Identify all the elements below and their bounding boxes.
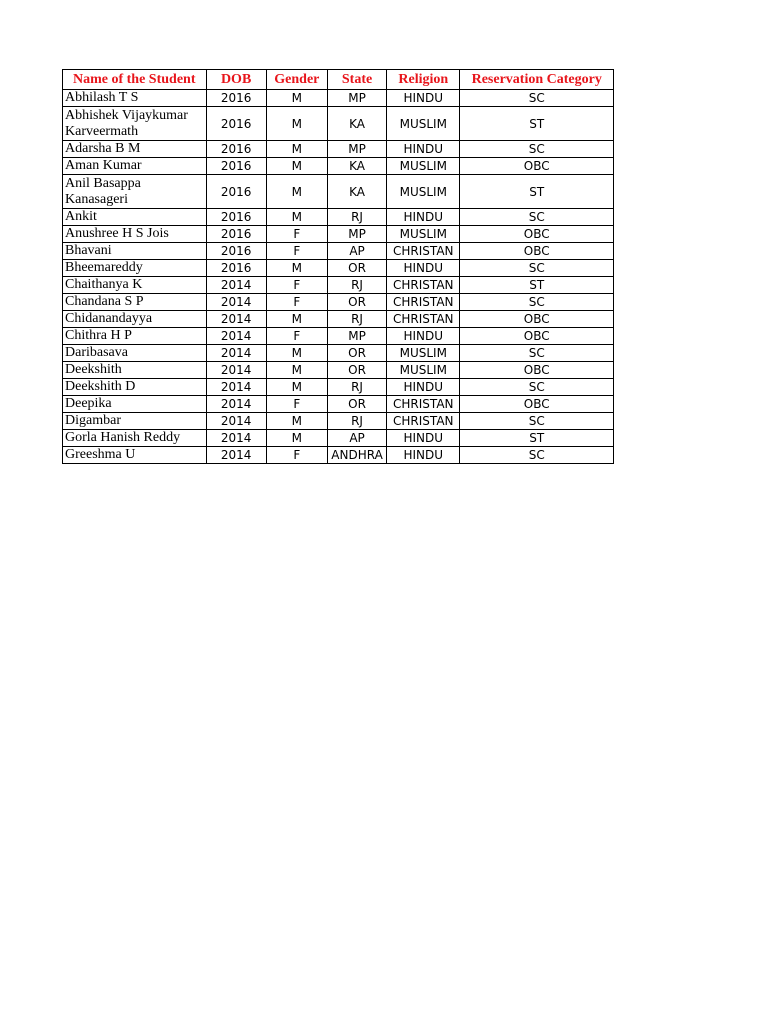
- header-reservation-category[interactable]: Reservation Category: [460, 70, 614, 90]
- cell-state[interactable]: AP: [327, 430, 386, 447]
- cell-name[interactable]: Bhavani: [63, 243, 207, 260]
- cell-religion[interactable]: MUSLIM: [387, 107, 460, 141]
- header-state[interactable]: State: [327, 70, 386, 90]
- cell-religion[interactable]: MUSLIM: [387, 175, 460, 209]
- cell-religion[interactable]: CHRISTAN: [387, 311, 460, 328]
- cell-dob[interactable]: 2014: [206, 362, 266, 379]
- cell-name[interactable]: Aman Kumar: [63, 158, 207, 175]
- cell-dob[interactable]: 2014: [206, 294, 266, 311]
- cell-gender[interactable]: M: [266, 345, 327, 362]
- cell-name[interactable]: Ankit: [63, 209, 207, 226]
- cell-gender[interactable]: M: [266, 311, 327, 328]
- table-row: [63, 345, 614, 362]
- cell-gender[interactable]: M: [266, 379, 327, 396]
- cell-religion[interactable]: HINDU: [387, 141, 460, 158]
- cell-reservation-category[interactable]: OBC: [460, 362, 614, 379]
- table-row: [63, 277, 614, 294]
- cell-religion[interactable]: MUSLIM: [387, 362, 460, 379]
- table-row: [63, 175, 614, 209]
- cell-dob[interactable]: 2014: [206, 328, 266, 345]
- cell-reservation-category[interactable]: OBC: [460, 243, 614, 260]
- cell-name[interactable]: Digambar: [63, 413, 207, 430]
- cell-state[interactable]: KA: [327, 107, 386, 141]
- cell-name[interactable]: Deekshith D: [63, 379, 207, 396]
- cell-state[interactable]: MP: [327, 90, 386, 107]
- table-body: [63, 90, 614, 464]
- cell-reservation-category[interactable]: OBC: [460, 311, 614, 328]
- cell-gender[interactable]: F: [266, 277, 327, 294]
- header-dob[interactable]: DOB: [206, 70, 266, 90]
- cell-gender[interactable]: M: [266, 90, 327, 107]
- cell-state[interactable]: RJ: [327, 311, 386, 328]
- cell-religion[interactable]: CHRISTAN: [387, 277, 460, 294]
- cell-name[interactable]: Anushree H S Jois: [63, 226, 207, 243]
- cell-reservation-category[interactable]: OBC: [460, 158, 614, 175]
- cell-religion[interactable]: MUSLIM: [387, 226, 460, 243]
- cell-state[interactable]: RJ: [327, 277, 386, 294]
- cell-name[interactable]: Chandana S P: [63, 294, 207, 311]
- cell-state[interactable]: RJ: [327, 209, 386, 226]
- cell-religion[interactable]: HINDU: [387, 430, 460, 447]
- cell-gender[interactable]: M: [266, 175, 327, 209]
- cell-religion[interactable]: CHRISTAN: [387, 396, 460, 413]
- cell-gender[interactable]: M: [266, 141, 327, 158]
- cell-name[interactable]: Abhilash T S: [63, 90, 207, 107]
- cell-state[interactable]: AP: [327, 243, 386, 260]
- table-row: [63, 413, 614, 430]
- cell-name[interactable]: Daribasava: [63, 345, 207, 362]
- table-row: [63, 311, 614, 328]
- cell-dob[interactable]: 2016: [206, 90, 266, 107]
- cell-name[interactable]: Bheemareddy: [63, 260, 207, 277]
- cell-state[interactable]: RJ: [327, 379, 386, 396]
- table-row: [63, 379, 614, 396]
- table-row: [63, 396, 614, 413]
- cell-reservation-category[interactable]: SC: [460, 260, 614, 277]
- cell-reservation-category[interactable]: SC: [460, 345, 614, 362]
- cell-religion[interactable]: HINDU: [387, 328, 460, 345]
- cell-state[interactable]: MP: [327, 226, 386, 243]
- cell-religion[interactable]: HINDU: [387, 260, 460, 277]
- header-name[interactable]: Name of the Student: [63, 70, 207, 90]
- cell-reservation-category[interactable]: ST: [460, 175, 614, 209]
- table-row: [63, 90, 614, 107]
- cell-religion[interactable]: HINDU: [387, 379, 460, 396]
- cell-religion[interactable]: HINDU: [387, 90, 460, 107]
- table-row: [63, 430, 614, 447]
- cell-dob[interactable]: 2014: [206, 345, 266, 362]
- cell-religion[interactable]: MUSLIM: [387, 158, 460, 175]
- table-row: [63, 243, 614, 260]
- cell-name[interactable]: Gorla Hanish Reddy: [63, 430, 207, 447]
- cell-state[interactable]: OR: [327, 345, 386, 362]
- cell-gender[interactable]: F: [266, 226, 327, 243]
- cell-religion[interactable]: HINDU: [387, 447, 460, 464]
- cell-religion[interactable]: MUSLIM: [387, 345, 460, 362]
- cell-state[interactable]: OR: [327, 362, 386, 379]
- cell-name[interactable]: Deekshith: [63, 362, 207, 379]
- header-religion[interactable]: Religion: [387, 70, 460, 90]
- cell-dob[interactable]: 2016: [206, 107, 266, 141]
- cell-gender[interactable]: F: [266, 396, 327, 413]
- cell-state[interactable]: RJ: [327, 413, 386, 430]
- cell-gender[interactable]: M: [266, 430, 327, 447]
- student-sheet: [62, 69, 614, 464]
- cell-dob[interactable]: 2014: [206, 430, 266, 447]
- cell-dob[interactable]: 2016: [206, 175, 266, 209]
- table-row: [63, 260, 614, 277]
- cell-dob[interactable]: 2016: [206, 158, 266, 175]
- cell-gender[interactable]: F: [266, 447, 327, 464]
- table-row: [63, 141, 614, 158]
- cell-dob[interactable]: 2014: [206, 413, 266, 430]
- cell-dob[interactable]: 2016: [206, 260, 266, 277]
- cell-dob[interactable]: 2016: [206, 226, 266, 243]
- student-table: [62, 69, 614, 464]
- cell-name[interactable]: Deepika: [63, 396, 207, 413]
- cell-name[interactable]: Greeshma U: [63, 447, 207, 464]
- cell-gender[interactable]: F: [266, 328, 327, 345]
- cell-gender[interactable]: M: [266, 209, 327, 226]
- cell-name[interactable]: Anil Basappa Kanasageri: [63, 175, 207, 209]
- cell-state[interactable]: OR: [327, 294, 386, 311]
- cell-religion[interactable]: CHRISTAN: [387, 413, 460, 430]
- cell-dob[interactable]: 2014: [206, 379, 266, 396]
- header-gender[interactable]: Gender: [266, 70, 327, 90]
- table-row: [63, 107, 614, 141]
- cell-reservation-category[interactable]: ST: [460, 107, 614, 141]
- cell-religion[interactable]: CHRISTAN: [387, 243, 460, 260]
- cell-reservation-category[interactable]: OBC: [460, 328, 614, 345]
- cell-reservation-category[interactable]: SC: [460, 90, 614, 107]
- cell-reservation-category[interactable]: SC: [460, 141, 614, 158]
- cell-religion[interactable]: CHRISTAN: [387, 294, 460, 311]
- cell-name[interactable]: Adarsha B M: [63, 141, 207, 158]
- cell-religion[interactable]: HINDU: [387, 209, 460, 226]
- cell-reservation-category[interactable]: SC: [460, 209, 614, 226]
- cell-name[interactable]: Chidanandayya: [63, 311, 207, 328]
- cell-name[interactable]: Chaithanya K: [63, 277, 207, 294]
- cell-gender[interactable]: M: [266, 362, 327, 379]
- cell-dob[interactable]: 2016: [206, 141, 266, 158]
- table-row: [63, 294, 614, 311]
- cell-gender[interactable]: M: [266, 260, 327, 277]
- cell-dob[interactable]: 2014: [206, 277, 266, 294]
- cell-gender[interactable]: M: [266, 413, 327, 430]
- cell-state[interactable]: MP: [327, 328, 386, 345]
- cell-name[interactable]: Abhishek Vijaykumar Karveermath: [63, 107, 207, 141]
- table-row: [63, 209, 614, 226]
- table-row: [63, 447, 614, 464]
- cell-state[interactable]: MP: [327, 141, 386, 158]
- header-row: [63, 70, 614, 90]
- table-row: [63, 362, 614, 379]
- cell-gender[interactable]: F: [266, 243, 327, 260]
- cell-reservation-category[interactable]: SC: [460, 447, 614, 464]
- cell-gender[interactable]: M: [266, 107, 327, 141]
- cell-name[interactable]: Chithra H P: [63, 328, 207, 345]
- table-row: [63, 158, 614, 175]
- cell-dob[interactable]: 2016: [206, 209, 266, 226]
- cell-state[interactable]: ANDHRA: [327, 447, 386, 464]
- cell-state[interactable]: OR: [327, 260, 386, 277]
- cell-reservation-category[interactable]: SC: [460, 294, 614, 311]
- table-row: [63, 226, 614, 243]
- cell-reservation-category[interactable]: ST: [460, 277, 614, 294]
- cell-reservation-category[interactable]: SC: [460, 413, 614, 430]
- cell-gender[interactable]: M: [266, 158, 327, 175]
- cell-dob[interactable]: 2014: [206, 447, 266, 464]
- cell-state[interactable]: KA: [327, 158, 386, 175]
- cell-dob[interactable]: 2014: [206, 311, 266, 328]
- cell-reservation-category[interactable]: OBC: [460, 226, 614, 243]
- cell-dob[interactable]: 2016: [206, 243, 266, 260]
- cell-reservation-category[interactable]: OBC: [460, 396, 614, 413]
- cell-dob[interactable]: 2014: [206, 396, 266, 413]
- cell-reservation-category[interactable]: ST: [460, 430, 614, 447]
- cell-reservation-category[interactable]: SC: [460, 379, 614, 396]
- cell-gender[interactable]: F: [266, 294, 327, 311]
- table-row: [63, 328, 614, 345]
- cell-state[interactable]: KA: [327, 175, 386, 209]
- cell-state[interactable]: OR: [327, 396, 386, 413]
